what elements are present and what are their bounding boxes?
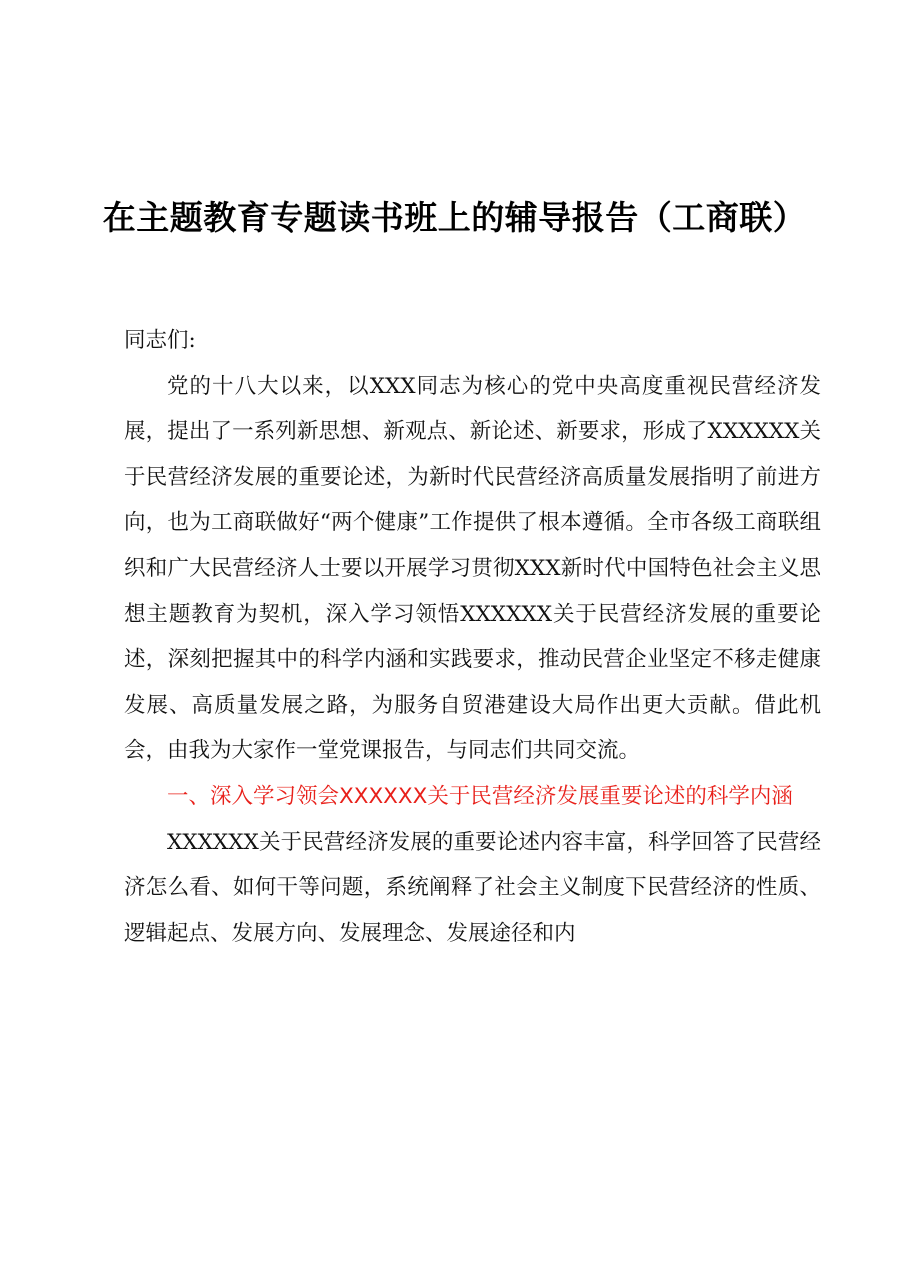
paragraph-section-1: XXXXXX关于民营经济发展的重要论述内容丰富，科学回答了民营经济怎么看、如何干等问题，系统阐释了社会主义制度下民营经济的性质、逻辑起点、发展方向、发展理念、发展途径和内 xyxy=(124,829,821,946)
document-title: 在主题教育专题读书班上的辅导报告（工商联） xyxy=(102,198,807,237)
paragraph-intro: 党的十八大以来，以XXX同志为核心的党中央高度重视民营经济发展，提出了一系列新思想、新观点、新论述、新要求，形成了XXXXXX关于民营经济发展的重要论述，为新时代民营经济高质量发展指明了前进方向，也为工商联做好“两个健康”工作提供了根本遵循。全市各级工商联组织和广大民营经济人士要以开展学习贯彻XXX新时代中国特色社会主义思想主题教育为契机，深入学习领悟XXXXXX关于民营经济发展的重要论述，深刻把握其中的科学内涵和实践要求，推动民营企业坚定不移走健康发展、高质量发展之路，为服务自贸港建设大局作出更大贡献。借此机会，由我为大家作一堂党课报告，与同志们共同交流。 xyxy=(124,373,821,764)
section-heading-1: 一、深入学习领会XXXXXX关于民营经济发展重要论述的科学内涵 xyxy=(167,783,793,809)
document-body xyxy=(124,318,821,956)
salutation: 同志们: xyxy=(124,328,196,353)
